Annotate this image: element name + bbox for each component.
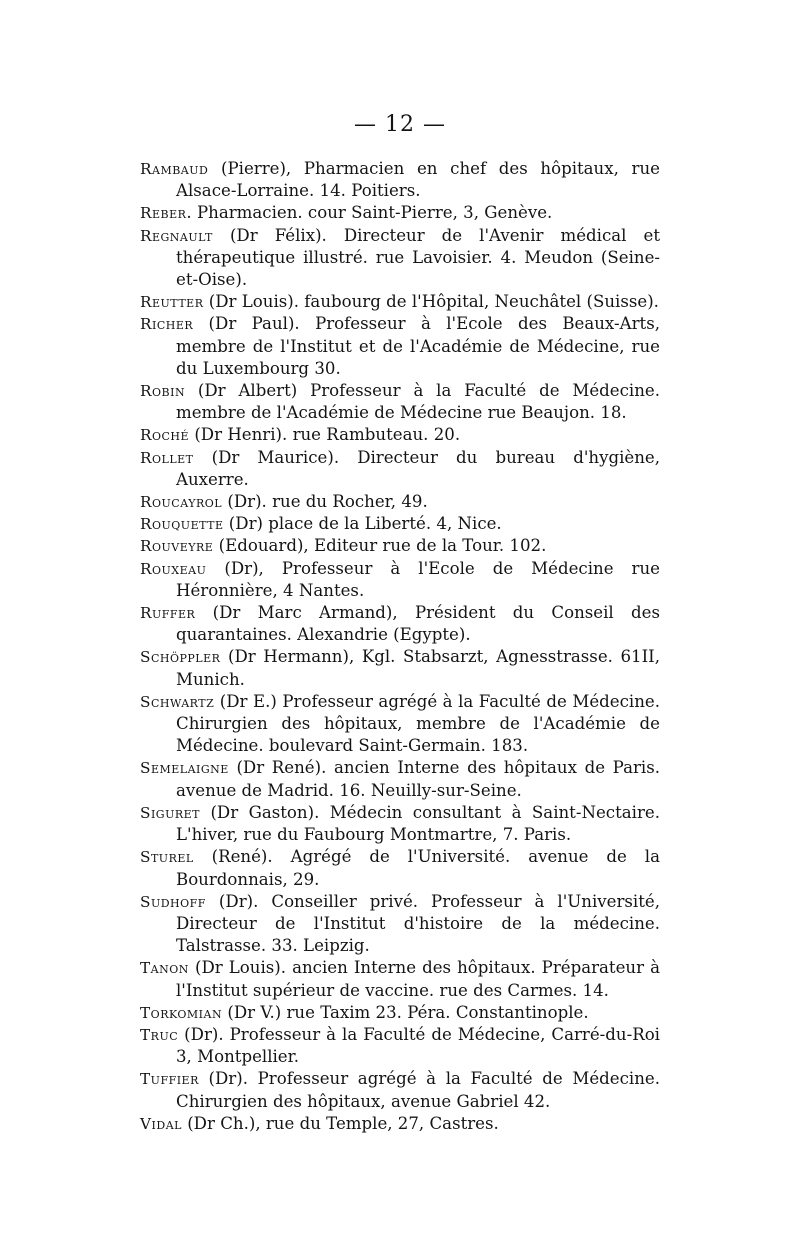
directory-entry — [140, 225, 660, 292]
directory-entries — [140, 158, 660, 1135]
directory-entry — [140, 558, 660, 602]
entry-details: (Dr). Professeur à la Faculté de Médecine, Carré-du-Roi 3, Montpellier. — [176, 1024, 660, 1067]
directory-entry — [140, 891, 660, 958]
directory-entry — [140, 846, 660, 890]
entry-details: (Dr Maurice). Directeur du bureau d'hygiène, Auxerre. — [176, 447, 660, 489]
page-number: — 12 — — [354, 112, 446, 137]
directory-entry — [140, 380, 660, 424]
entry-surname: Regnault — [140, 226, 213, 245]
directory-entry — [140, 602, 660, 646]
entry-details: (Dr Marc Armand), Président du Conseil des quarantaines. Alexandrie (Egypte). — [176, 603, 660, 645]
entry-surname: Reber — [140, 204, 187, 223]
directory-entry — [140, 447, 660, 491]
entry-details: (Dr Louis). faubourg de l'Hôpital, Neuchâtel (Suisse). — [203, 292, 659, 312]
directory-entry — [140, 513, 660, 535]
entry-surname: Tanon — [140, 959, 189, 978]
entry-surname: Ruffer — [140, 604, 196, 623]
directory-entry — [140, 646, 660, 690]
entry-surname: Siguret — [140, 803, 201, 822]
directory-entry — [140, 202, 660, 224]
directory-entry — [140, 491, 660, 513]
entry-surname: Reutter — [140, 293, 204, 312]
entry-details: (Dr). rue du Rocher, 49. — [222, 492, 428, 512]
entry-details: (Dr Louis). ancien Interne des hôpitaux. Préparateur à l'Institut supérieur de vaccine. rue des Carmes. 14. — [176, 958, 660, 1000]
entry-details: (Dr Albert) Professeur à la Faculté de Médecine. membre de l'Académie de Médecine rue Beaujon. 18. — [176, 381, 660, 423]
entry-details: (René). Agrégé de l'Université. avenue de la Bourdonnais, 29. — [176, 847, 660, 889]
entry-surname: Semelaigne — [140, 759, 229, 778]
directory-entry — [140, 1113, 660, 1135]
entry-details: (Dr Gaston). Médecin consultant à Saint-Nectaire. L'hiver, rue du Faubourg Montmartre, 7. Paris. — [176, 802, 660, 845]
entry-surname: Rollet — [140, 448, 194, 467]
entry-details: (Pierre), Pharmacien en chef des hôpitaux, rue Alsace-Lorraine. 14. Poitiers. — [176, 159, 660, 201]
entry-surname: Schöppler — [140, 648, 221, 667]
directory-entry — [140, 313, 660, 380]
entry-surname: Tuffier — [140, 1070, 199, 1089]
entry-surname: Truc — [140, 1025, 179, 1044]
directory-entry — [140, 1002, 660, 1024]
entry-details: (Dr), Professeur à l'Ecole de Médecine rue Héronnière, 4 Nantes. — [176, 558, 660, 600]
entry-surname: Robin — [140, 382, 186, 401]
entry-details: (Dr Hermann), Kgl. Stabsarzt, Agnesstrasse. 61II, Munich. — [176, 647, 660, 689]
entry-surname: Schwartz — [140, 692, 215, 711]
directory-entry — [140, 1068, 660, 1112]
entry-details: (Dr Henri). rue Rambuteau. 20. — [189, 425, 461, 445]
directory-entry — [140, 802, 660, 846]
entry-surname: Rouveyre — [140, 537, 214, 556]
directory-entry — [140, 535, 660, 557]
entry-surname: Richer — [140, 315, 194, 334]
entry-surname: Roucayrol — [140, 493, 223, 512]
entry-details: (Dr Paul). Professeur à l'Ecole des Beaux-Arts, membre de l'Institut et de l'Académie de Médecine, rue du Luxembourg 30. — [176, 314, 660, 378]
entry-details: (Dr E.) Professeur agrégé à la Faculté de Médecine. Chirurgien des hôpitaux, membre de l'Académie de Médecine. boulevard Saint-Germain. 183. — [176, 691, 660, 756]
entry-surname: Rouxeau — [140, 559, 207, 578]
entry-details: (Dr René). ancien Interne des hôpitaux de Paris. avenue de Madrid. 16. Neuilly-sur-Seine. — [176, 758, 660, 800]
entry-surname: Vidal — [140, 1114, 182, 1133]
entry-surname: Torkomian — [140, 1003, 223, 1022]
entry-details: (Dr). Conseiller privé. Professeur à l'Université, Directeur de l'Institut d'histoire de la médecine. Talstrasse. 33. Leipzig. — [176, 891, 660, 956]
entry-surname: Rambaud — [140, 160, 209, 178]
entry-surname: Rouquette — [140, 515, 224, 534]
entry-surname: Sudhoff — [140, 892, 206, 911]
entry-details: (Edouard), Editeur rue de la Tour. 102. — [213, 536, 547, 556]
directory-entry — [140, 691, 660, 758]
entry-details: (Dr Ch.), rue du Temple, 27, Castres. — [181, 1113, 499, 1133]
directory-entry — [140, 957, 660, 1001]
directory-entry — [140, 757, 660, 801]
entry-details: (Dr) place de la Liberté. 4, Nice. — [223, 514, 502, 534]
entry-surname: Roché — [140, 426, 190, 445]
entry-details: (Dr Félix). Directeur de l'Avenir médical et thérapeutique illustré. rue Lavoisier. 4. Meudon (Seine-et-Oise). — [176, 225, 660, 290]
directory-entry — [140, 1024, 660, 1068]
directory-entry — [140, 291, 660, 313]
entry-surname: Sturel — [140, 848, 194, 867]
directory-entry — [140, 424, 660, 446]
entry-details: (Dr). Professeur agrégé à la Faculté de Médecine. Chirurgien des hôpitaux, avenue Gabriel 42. — [176, 1069, 660, 1111]
directory-entry — [140, 158, 660, 202]
entry-details: (Dr V.) rue Taxim 23. Péra. Constantinople. — [222, 1002, 589, 1022]
entry-details: . Pharmacien. cour Saint-Pierre, 3, Genève. — [186, 203, 553, 223]
